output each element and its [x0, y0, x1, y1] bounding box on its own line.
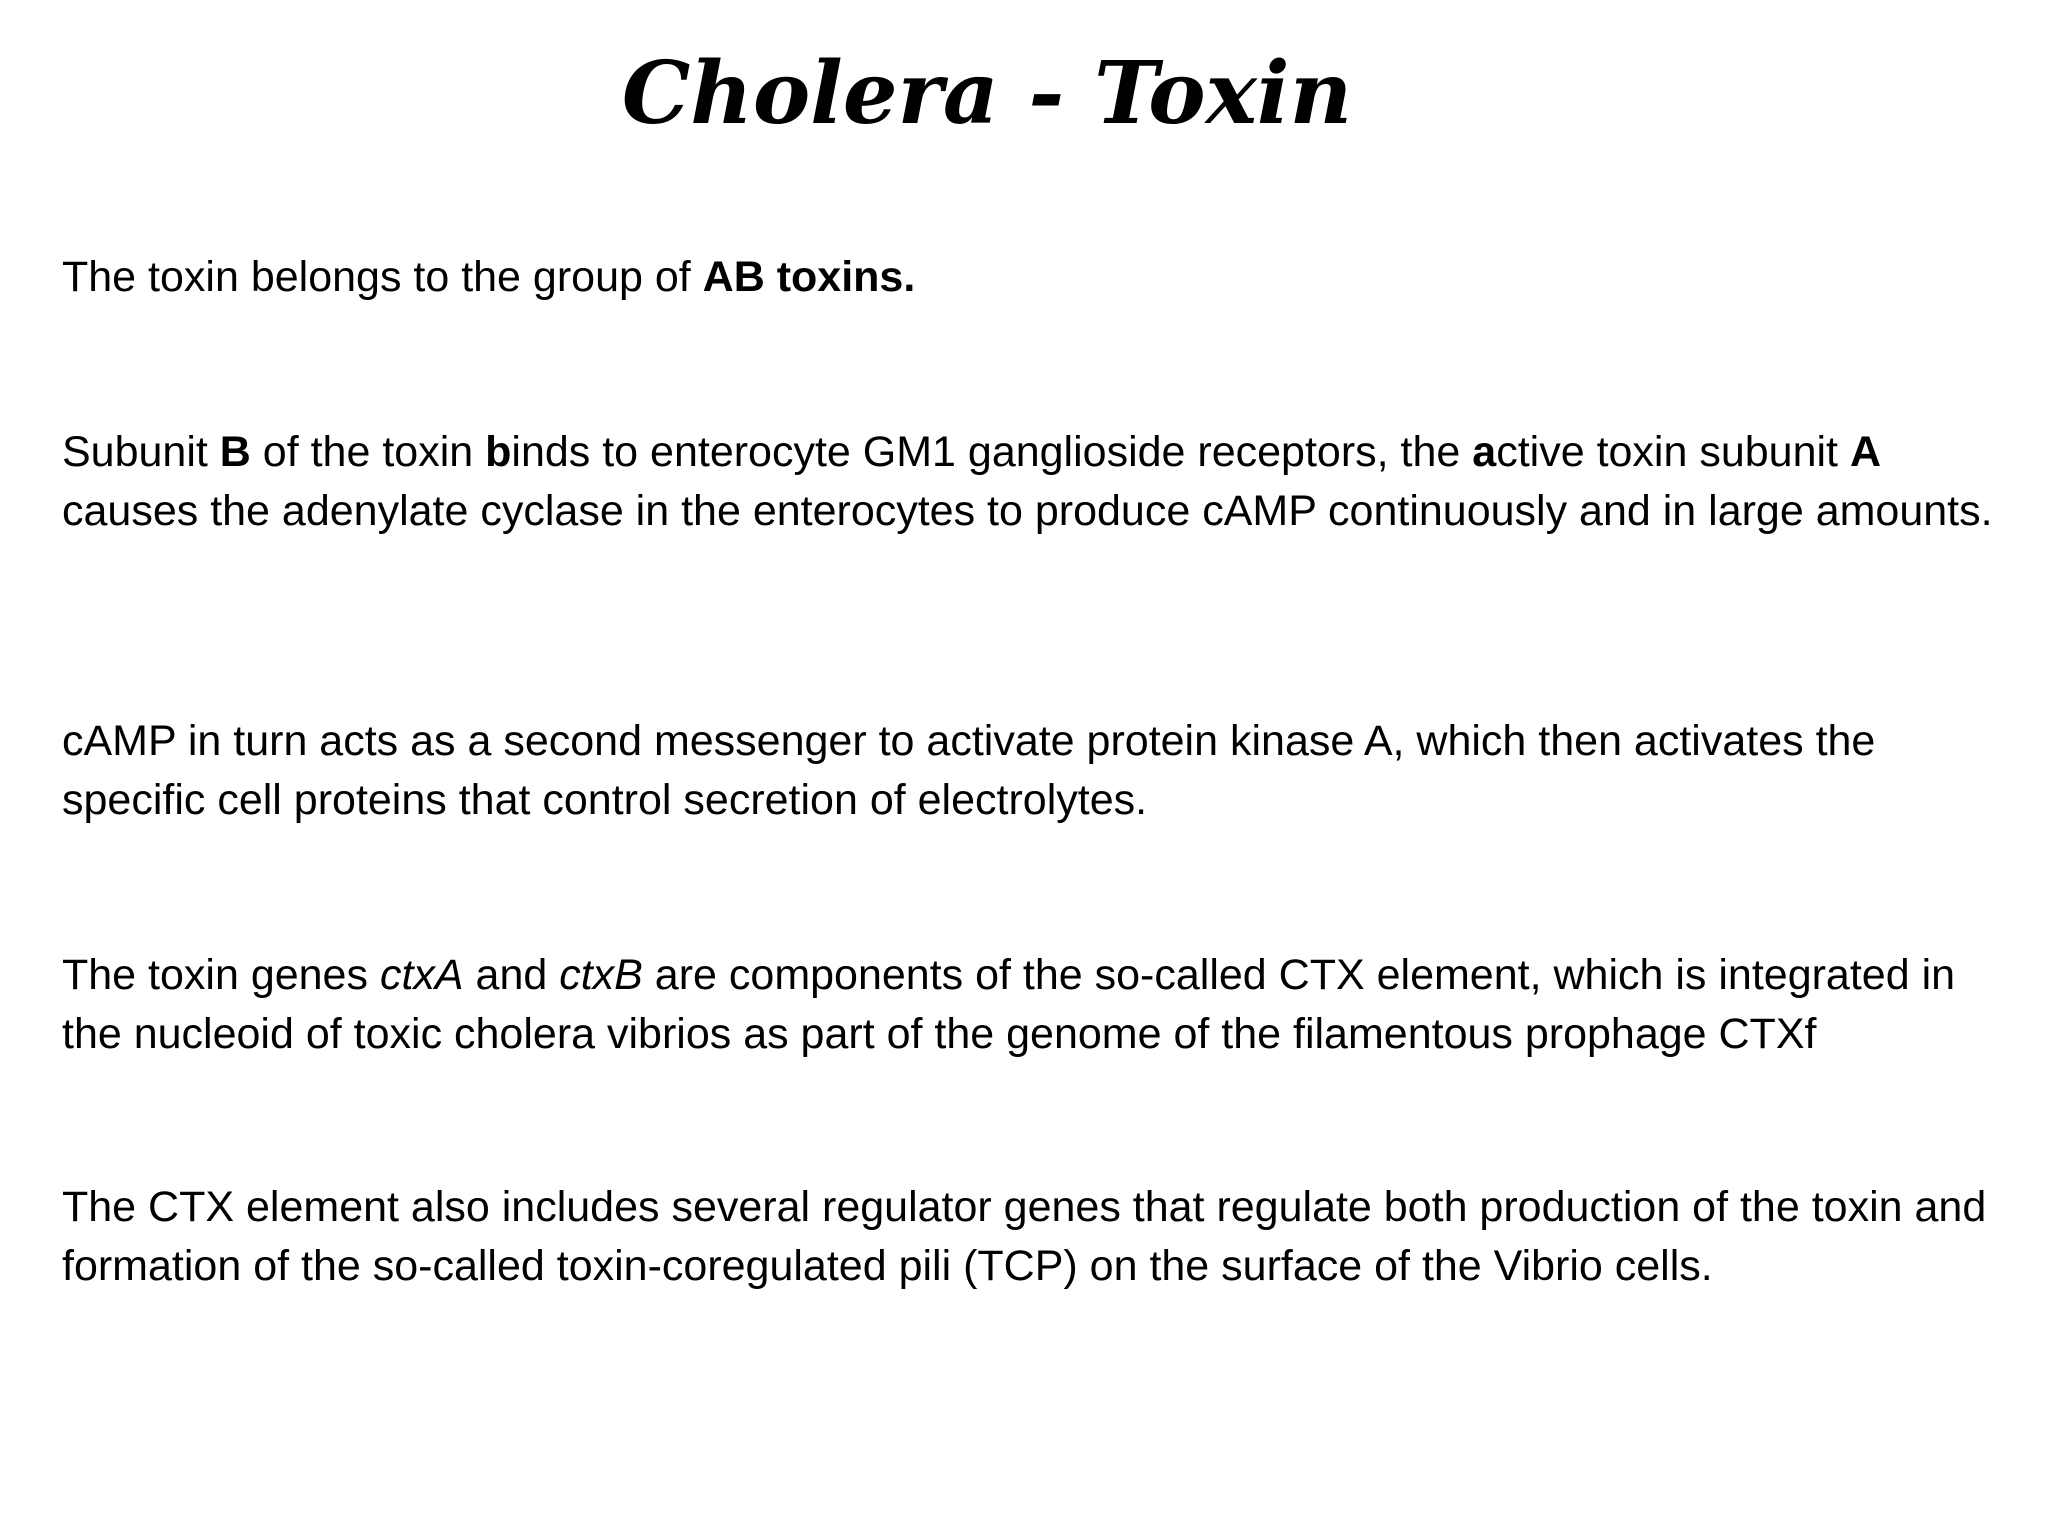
bold-run: B: [219, 428, 251, 476]
text-run: are components of the so-called CTX element, which is integrated in the nucleoid of toxic cholera vibrios as part of the genome of the filamentous prophage CTXf: [62, 951, 1956, 1058]
italic-run: ctxA: [379, 951, 464, 999]
text-run: and: [463, 951, 560, 999]
text-run: ctive toxin subunit: [1496, 428, 1850, 476]
text-run: inds to enterocyte GM1 ganglioside receptors, the: [511, 428, 1473, 476]
text-run: The toxin genes: [62, 951, 380, 999]
paragraph-camp: [62, 712, 2022, 830]
italic-run: ctxB: [559, 951, 643, 999]
paragraph-subunits: [62, 423, 2022, 541]
slide-title: Cholera - Toxin: [621, 43, 1353, 144]
text-run: causes the adenylate cyclase in the enterocytes to produce cAMP continuously and in large amounts.: [62, 487, 1993, 535]
text-run: The toxin belongs to the group of: [62, 253, 703, 301]
paragraph-ctx-element: [62, 1178, 2022, 1296]
text-run: Subunit: [62, 428, 220, 476]
text-run: of the toxin: [250, 428, 486, 476]
text-run: cAMP in turn acts as a second messenger to activate protein kinase A, which then activates the specific cell proteins that control secretion of electrolytes.: [62, 717, 1876, 824]
bold-run: AB toxins.: [702, 253, 916, 301]
bold-run: a: [1472, 428, 1497, 476]
paragraph-ab-toxins: [62, 248, 2022, 307]
text-run: The CTX element also includes several regulator genes that regulate both production of the toxin and formation of the so-called toxin-coregulated pili (TCP) on the surface of the Vibrio cells.: [62, 1183, 1987, 1290]
bold-run: A: [1849, 428, 1882, 476]
bold-run: b: [485, 428, 512, 476]
paragraph-toxin-genes: [62, 946, 2022, 1064]
